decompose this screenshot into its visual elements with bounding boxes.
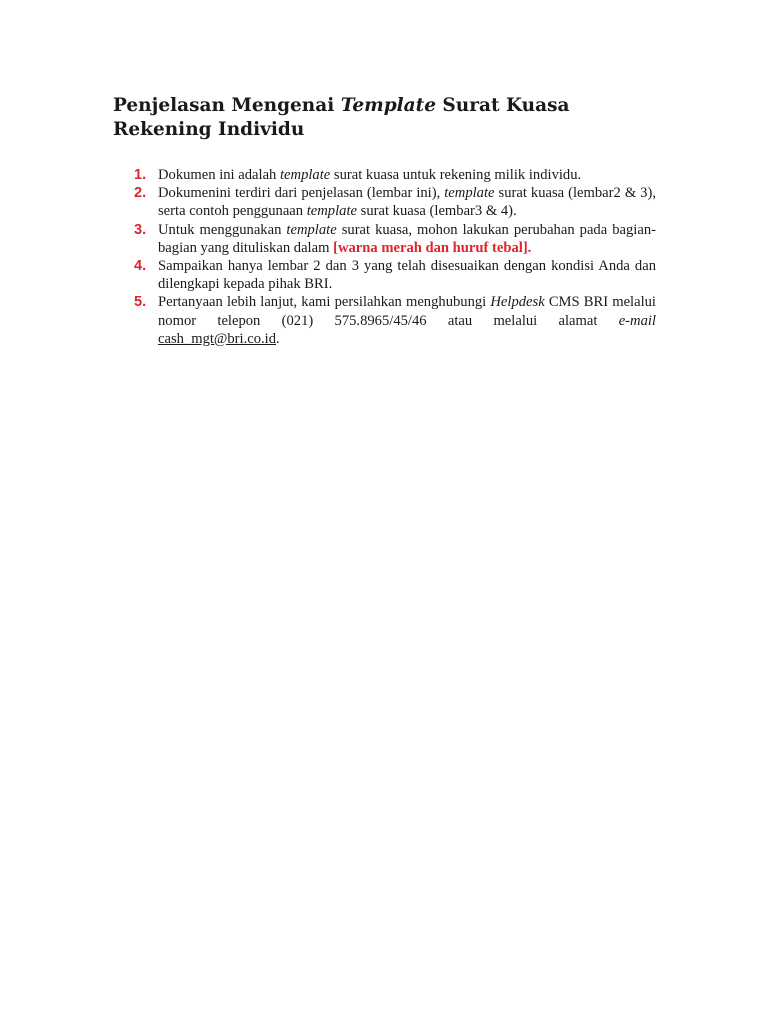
list-item-text xyxy=(158,166,656,184)
document-title xyxy=(113,94,673,142)
title-text: Surat Kuasa xyxy=(435,95,570,116)
list-item xyxy=(116,166,656,184)
list-item-text xyxy=(158,293,656,348)
text-segment: CMS BRI melalui nomor telepon (021) 575.8965/45/46 atau melalui alamat xyxy=(158,294,656,329)
list-item-text xyxy=(158,184,656,220)
italic-term: template xyxy=(306,203,357,220)
text-segment: surat kuasa untuk rekening milik individu. xyxy=(330,167,582,183)
italic-term: e-mail xyxy=(618,312,656,329)
highlight-red-bold: [warna merah dan huruf tebal]. xyxy=(333,239,532,256)
text-segment: Dokumen ini adalah xyxy=(158,167,280,183)
title-italic-word: Template xyxy=(340,95,436,116)
title-second-line: Rekening Individu xyxy=(113,119,305,140)
text-segment: Untuk menggunakan xyxy=(158,221,287,238)
italic-term: template xyxy=(444,185,495,202)
list-item-text xyxy=(158,221,656,257)
text-segment: Dokumenini terdiri dari penjelasan (lembar ini), xyxy=(158,185,445,202)
list-number: 2. xyxy=(134,185,147,202)
list-item xyxy=(116,221,656,257)
list-number: 1. xyxy=(134,167,147,183)
text-segment: surat kuasa (lembar3 & 4). xyxy=(357,203,517,220)
italic-term: template xyxy=(280,167,331,183)
instruction-list xyxy=(116,166,656,348)
italic-term: Helpdesk xyxy=(490,294,545,311)
text-segment: . xyxy=(276,330,280,347)
text-segment: Pertanyaan lebih lanjut, kami persilahkan menghubungi xyxy=(158,294,491,311)
text-segment: surat kuasa, mohon lakukan perubahan pada bagian-bagian yang dituliskan dalam xyxy=(158,221,656,256)
list-number: 5. xyxy=(134,294,147,311)
list-item xyxy=(116,293,656,348)
list-item xyxy=(116,257,656,293)
list-number: 3. xyxy=(134,221,147,238)
email-link[interactable]: cash_mgt@bri.co.id xyxy=(158,330,277,347)
title-text: Penjelasan Mengenai xyxy=(113,95,341,116)
list-item xyxy=(116,184,656,220)
list-number: 4. xyxy=(134,258,147,275)
italic-term: template xyxy=(286,221,337,238)
text-segment: surat kuasa (lembar2 & 3), serta contoh penggunaan xyxy=(158,185,656,220)
list-item-text: Sampaikan hanya lembar 2 dan 3 yang telah disesuaikan dengan kondisi Anda dan dilengkapi kepada pihak BRI. xyxy=(158,258,656,293)
